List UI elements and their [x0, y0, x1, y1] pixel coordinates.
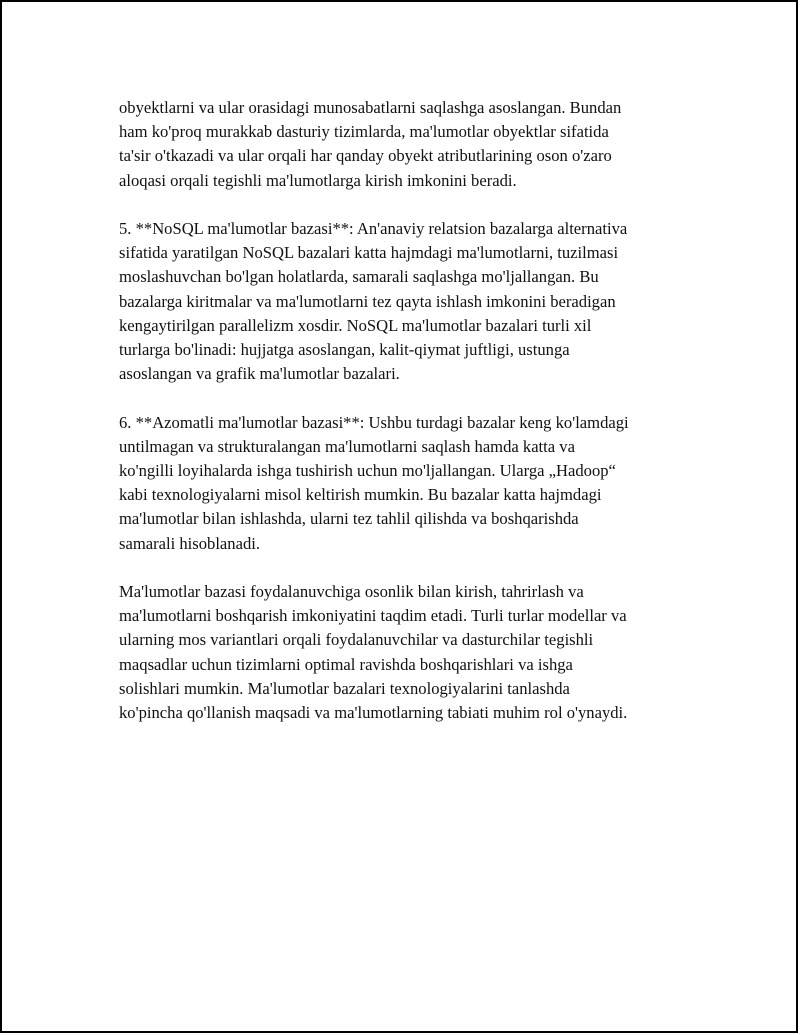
- text-line: aloqasi orqali tegishli ma'lumotlarga kirish imkonini beradi.: [119, 170, 517, 190]
- paragraph-conclusion: [119, 580, 709, 725]
- text-line: turlarga bo'linadi: hujjatga asoslangan, kalit-qiymat juftligi, ustunga: [119, 340, 570, 360]
- text-line: bazalarga kiritmalar va ma'lumotlarni tez qayta ishlash imkonini beradigan: [119, 291, 616, 311]
- text-line: asoslangan va grafik ma'lumotlar bazalari.: [119, 364, 400, 384]
- text-line: samarali hisoblanadi.: [119, 533, 261, 553]
- text-line: solishlari mumkin. Ma'lumotlar bazalari texnologiyalarini tanlashda: [119, 678, 570, 698]
- text-line: Ma'lumotlar bazasi foydalanuvchiga osonlik bilan kirish, tahrirlash va: [119, 582, 584, 602]
- paragraph-big-data-databases: [119, 411, 709, 556]
- text-line: ma'lumotlarni boshqarish imkoniyatini taqdim etadi. Turli turlar modellar va: [119, 606, 627, 626]
- text-line: sifatida yaratilgan NoSQL bazalari katta hajmdagi ma'lumotlarni, tuzilmasi: [119, 243, 619, 263]
- text-line: obyektlarni va ular orasidagi munosabatlarni saqlashga asoslangan. Bundan: [119, 98, 622, 117]
- text-line: ko'ngilli loyihalarda ishga tushirish uchun mo'ljallangan. Ularga „Hadoop“: [119, 461, 616, 481]
- paragraph-object-databases: [119, 96, 709, 193]
- text-line: kabi texnologiyalarni misol keltirish mumkin. Bu bazalar katta hajmdagi: [119, 485, 602, 505]
- text-line: untilmagan va strukturalangan ma'lumotlarni saqlash hamda katta va: [119, 436, 575, 456]
- text-line: ta'sir o'tkazadi va ular orqali har qanday obyekt atributlarining oson o'zaro: [119, 146, 612, 166]
- text-line: ma'lumotlar bilan ishlashda, ularni tez tahlil qilishda va boshqarishda: [119, 509, 579, 529]
- text-line: 5. **NoSQL ma'lumotlar bazasi**: An'anaviy relatsion bazalarga alternativa: [119, 219, 628, 238]
- text-line: 6. **Azomatli ma'lumotlar bazasi**: Ushbu turdagi bazalar keng ko'lamdagi: [119, 412, 629, 432]
- text-line: ko'pincha qo'llanish maqsadi va ma'lumotlarning tabiati muhim rol o'ynaydi.: [119, 703, 628, 723]
- text-line: ham ko'proq murakkab dasturiy tizimlarda, ma'lumotlar obyektlar sifatida: [119, 122, 609, 142]
- text-line: kengaytirilgan parallelizm xosdir. NoSQL ma'lumotlar bazalari turli xil: [119, 315, 592, 335]
- paragraph-nosql-databases: [119, 217, 709, 386]
- text-line: moslashuvchan bo'lgan holatlarda, samarali saqlashga mo'ljallangan. Bu: [119, 267, 599, 287]
- document-body: [119, 96, 709, 749]
- document-page: [1, 1, 797, 1032]
- text-line: ularning mos variantlari orqali foydalanuvchilar va dasturchilar tegishli: [119, 630, 594, 650]
- text-line: maqsadlar uchun tizimlarni optimal ravishda boshqarishlari va ishga: [119, 654, 573, 674]
